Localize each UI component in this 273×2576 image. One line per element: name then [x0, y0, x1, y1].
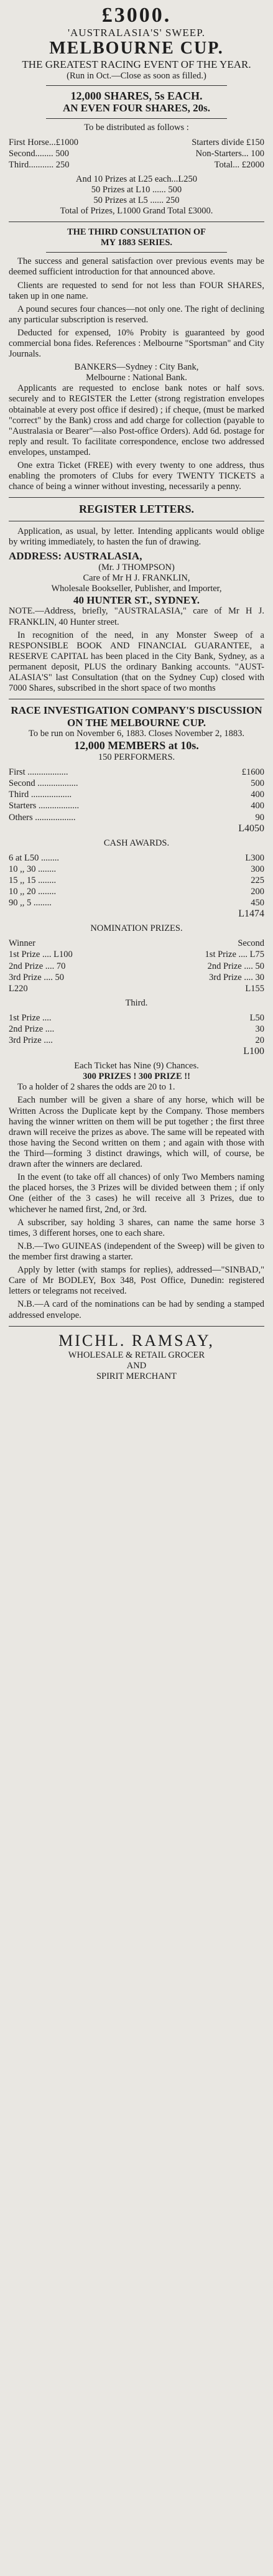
cash-label: 10 ,, 30 ........: [9, 864, 57, 874]
distribution-intro: To be distributed as follows :: [84, 122, 189, 133]
run-note: (Run in Oct.—Close as soon as filled.): [67, 70, 206, 81]
note-paragraph: NOTE.—Address, briefly, "AUSTRALASIA," care of Mr H J. FRANKLIN, 40 Hunter street.: [9, 606, 264, 627]
divider: [46, 118, 227, 119]
paragraph: Deducted for expensed, 10% Probity is guaranteed by good commercial bona fides. References : Melbourne "Sportsman" and City Journals.: [9, 328, 264, 360]
cash-value: 450: [251, 898, 264, 908]
street-address: 40 HUNTER ST., SYDNEY.: [73, 594, 200, 606]
place-value: £1600: [241, 767, 264, 778]
distribution-row: [9, 148, 264, 159]
bankers-line: BANKERS—Sydney : City Bank,: [74, 362, 199, 373]
paragraph: Clients are requested to send for not less than FOUR SHARES, taken up in one name.: [9, 280, 264, 301]
paragraph: N.B.—A card of the nominations can be had by sending a stamped addressed envelope.: [9, 1299, 264, 1320]
cash-row: [9, 852, 264, 864]
distribution-cell: Starters divide £150: [192, 137, 264, 147]
place-value: 90: [255, 812, 264, 823]
paragraph: Applicants are requested to enclose bank notes or half sovs. securely and to REGISTER the Letter (strong registration envelopes obtainable at every post office if desired) ; if cheque, (must be marked "correct" by the Bank) cross and add charge for collection (payable to "Australasia or Bearer"—also Post-office Orders). Add 6d. postage for reply and result. To facilitate correspondence, enclose two addressed envelopes, unstamped.: [9, 383, 264, 457]
paragraph: The success and general satisfaction over previous events may be deemed sufficient introduction for that announced above.: [9, 256, 264, 278]
paragraph: To a holder of 2 shares the odds are 20 to 1.: [17, 1082, 175, 1093]
place-row: [9, 767, 264, 778]
paragraph: N.B.—Two GUINEAS (independent of the Sweep) will be given to the member first drawing a starter.: [9, 1241, 264, 1262]
place-label: Others ..................: [9, 812, 76, 823]
distribution-row: [9, 159, 264, 170]
and-line: AND: [126, 1360, 147, 1371]
members-line: 12,000 MEMBERS at 10s.: [74, 739, 199, 752]
address-label: ADDRESS: AUSTRALASIA,: [9, 550, 142, 562]
register-heading: REGISTER LETTERS.: [78, 503, 195, 516]
place-row: [9, 778, 264, 789]
third-cell: 1st Prize ....: [9, 1012, 52, 1023]
even-four-line: AN EVEN FOUR SHARES, 20s.: [62, 102, 211, 114]
second-label: Second: [238, 938, 264, 949]
place-label: Third ..................: [9, 790, 72, 800]
nomination-cell: 2nd Prize .... 70: [9, 961, 66, 971]
divider: [46, 85, 227, 86]
spirit-merchant: SPIRIT MERCHANT: [96, 1371, 177, 1381]
place-label: First ..................: [9, 767, 68, 778]
third-cell: 30: [255, 1024, 264, 1035]
nomination-row: [9, 961, 264, 972]
third-cell: 20: [255, 1035, 264, 1046]
distribution-cell: First Horse...£1000: [9, 137, 78, 147]
consultation-heading: MY 1883 SERIES.: [100, 238, 173, 248]
cash-table: [9, 852, 264, 920]
place-row: [9, 789, 264, 800]
paragraph: Apply by letter (with stamps for replies), addressed—"SINBAD," Care of Mr BODLEY, Box 348, Post Office, Dunedin: registered letters or telegrams not received.: [9, 1265, 264, 1297]
distribution-row: [9, 137, 264, 148]
cash-value: L300: [245, 852, 264, 863]
cash-label: 90 ,, 5 ........: [9, 898, 52, 908]
event-title: MELBOURNE CUP.: [49, 39, 224, 58]
third-label: Third.: [125, 997, 148, 1008]
distribution-cell: Non-Starters... 100: [195, 149, 264, 159]
paragraph: Application, as usual, by letter. Intending applicants would oblige by writing immediately, to hasten the fun of drawing.: [9, 526, 264, 548]
third-cell: 3rd Prize ....: [9, 1035, 53, 1046]
third-row: [9, 1012, 264, 1024]
nomination-cell: 3rd Prize .... 30: [209, 972, 264, 982]
prizes-total: Total of Prizes, L1000 Grand Total £3000.: [60, 206, 213, 217]
three-hundred-prizes: 300 PRIZES ! 300 PRIZE !!: [83, 1071, 190, 1082]
winner-label: Winner: [9, 938, 35, 949]
cash-value: 225: [251, 875, 264, 885]
third-total: L100: [243, 1046, 264, 1057]
nomination-row: [9, 972, 264, 983]
consultation-heading: THE THIRD CONSULTATION OF: [67, 227, 206, 238]
shares-line: 12,000 SHARES, 5s EACH.: [70, 89, 203, 102]
cash-heading: CASH AWARDS.: [103, 838, 170, 848]
prizes-line: And 10 Prizes at L25 each...L250: [76, 174, 197, 185]
contact-name: (Mr. J THOMPSON): [98, 562, 175, 572]
place-row: [9, 800, 264, 811]
distribution-cell: Total... £2000: [214, 160, 264, 170]
nomination-heading: NOMINATION PRIZES.: [90, 923, 183, 934]
paragraph: One extra Ticket (FREE) with every twenty to one address, thus enabling the promoters of Clubs for every TWENTY TICKETS a chance of being a winner without investing, necessarily a penny.: [9, 460, 264, 492]
cash-row: [9, 875, 264, 886]
third-table: [9, 1012, 264, 1057]
paragraph: In the event (to take off all chances) of only Two Members naming the placed horses, the 3 Prizes will be divided between them ; if only One (either of the 3 cases) he will receive all 3 Prizes, due to whichever he named first, 2nd, or 3rd.: [9, 1172, 264, 1215]
nomination-cell: 2nd Prize .... 50: [207, 961, 264, 971]
nomination-row: [9, 949, 264, 960]
paragraph: A subscriber, say holding 3 shares, can name the same horse 3 times, 3 different horses, one to each share.: [9, 1217, 264, 1238]
nomination-table: [9, 938, 264, 994]
nomination-labels: [9, 938, 264, 949]
merchant-trade: WHOLESALE & RETAIL GROCER: [68, 1350, 205, 1360]
nomination-cell: 3rd Prize .... 50: [9, 972, 64, 982]
distribution-cell: Third........... 250: [9, 160, 70, 170]
place-value: 400: [251, 801, 264, 811]
cash-row: [9, 897, 264, 908]
place-total: L4050: [238, 823, 264, 834]
place-label: Second ..................: [9, 778, 78, 789]
newspaper-column: [6, 0, 267, 1382]
places-table: [9, 767, 264, 834]
paragraph: A pound secures four chances—not only one. The right of declining any particular subscription is reserved.: [9, 304, 264, 325]
paragraph: Each number will be given a share of any horse, which will be Written Across the Duplicate kept by the Company. Those members having the winner written on them will be put together ; the first three drawn will receive the prizes as above. The same will be repeated with those having the Second written on them ; and again with those with the Third—forming 3 distinct drawings, which will, of course, be drawn after the winners are declared.: [9, 1095, 264, 1170]
third-cell: L50: [249, 1012, 264, 1023]
prizes-line: 50 Prizes at L5 ...... 250: [93, 195, 180, 206]
distribution-cell: Second........ 500: [9, 149, 70, 159]
care-of-line: Care of Mr H J. FRANKLIN,: [83, 572, 190, 583]
cash-row: [9, 886, 264, 897]
distribution-table: [9, 137, 264, 170]
cash-total: L1474: [238, 908, 264, 920]
place-value: 500: [251, 778, 264, 789]
nomination-total: L220: [9, 983, 28, 994]
prize-amount: £3000.: [101, 4, 172, 27]
place-value: 400: [251, 790, 264, 800]
divider: [46, 252, 227, 253]
nomination-totals: [9, 983, 264, 994]
bankers-line: Melbourne : National Bank.: [86, 373, 187, 383]
third-cell: 2nd Prize ....: [9, 1024, 55, 1035]
place-row: [9, 812, 264, 823]
nomination-cell: 1st Prize .... L100: [9, 950, 73, 960]
third-row: [9, 1024, 264, 1035]
third-row: [9, 1035, 264, 1046]
divider: [9, 1326, 264, 1327]
merchant-name: MICHL. RAMSAY,: [58, 1331, 215, 1350]
sweep-title: 'AUSTRALASIA'S' SWEEP.: [67, 27, 206, 39]
cash-label: 6 at L50 ........: [9, 852, 59, 863]
tagline: THE GREATEST RACING EVENT OF THE YEAR.: [22, 58, 251, 71]
cash-label: 15 ,, 15 ........: [9, 875, 57, 885]
cash-value: 200: [251, 887, 264, 897]
wholesale-line: Wholesale Bookseller, Publisher, and Importer,: [51, 583, 222, 594]
performers-line: 150 PERFORMERS.: [98, 752, 175, 763]
cash-value: 300: [251, 864, 264, 874]
place-label: Starters ..................: [9, 801, 80, 811]
nine-chances: Each Ticket has Nine (9) Chances.: [74, 1061, 199, 1071]
prizes-line: 50 Prizes at L10 ...... 500: [91, 185, 182, 195]
divider: [9, 497, 264, 498]
race-run-on: To be run on November 6, 1883. Closes November 2, 1883.: [29, 729, 244, 739]
cash-row: [9, 864, 264, 875]
nomination-cell: 1st Prize .... L75: [205, 950, 264, 960]
race-heading: RACE INVESTIGATION COMPANY'S DISCUSSION ON THE MELBOURNE CUP.: [11, 704, 262, 729]
nomination-total: L155: [245, 983, 264, 994]
cash-label: 10 ,, 20 ........: [9, 887, 57, 897]
paragraph: In recognition of the need, in any Monster Sweep of a RESPONSIBLE BOOK AND FINANCIAL GUARANTEE, a RESERVE CAPITAL has been placed in the City Bank, Sydney, as a permanent deposit, PLUS the ordinary Banking accounts. "AUST-ALASIA'S" last Consultation (that on the Sydney Cup) closed with 7000 Shares, subscribed in the short space of two months: [9, 630, 264, 694]
